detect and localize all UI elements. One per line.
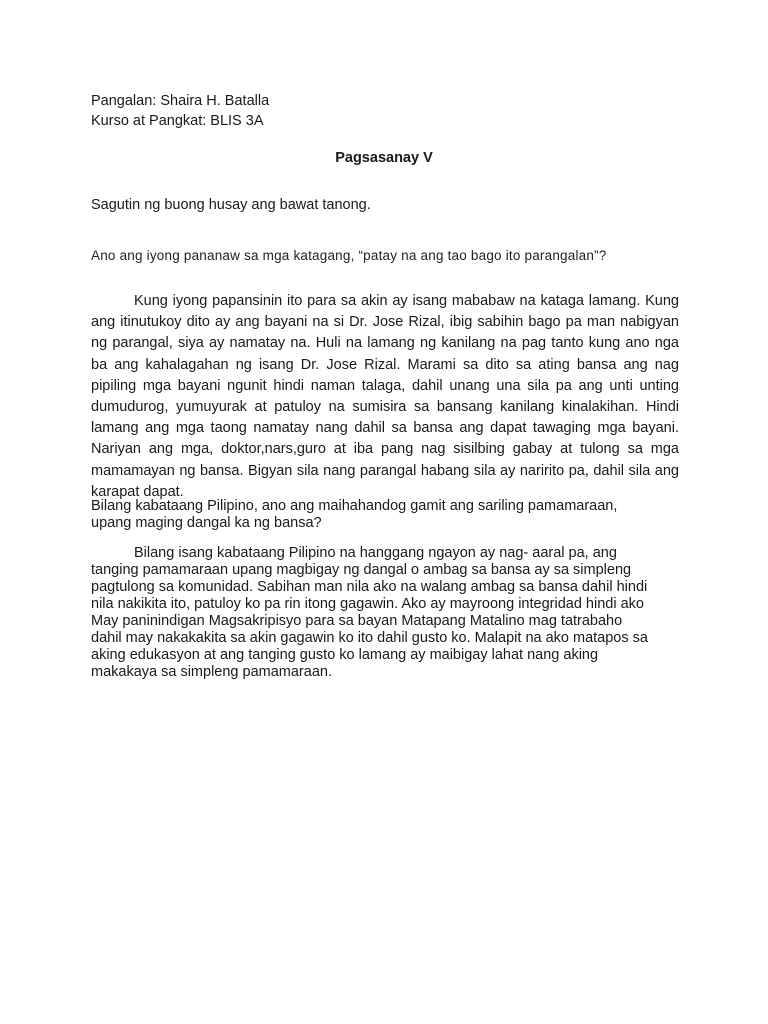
course-section-line: Kurso at Pangkat: BLIS 3A — [91, 113, 264, 129]
answer-2: Bilang isang kabataang Pilipino na hanggang ngayon ay nag- aaral pa, ang tanging pamamaraan upang magbigay ng dangal o ambag sa bansa ay sa simpleng pagtulong sa komunidad. Sabihan man nila ako na walang ambag sa bansa dahil hindi nila nakikita ito, patuloy ko pa rin itong gagawin. Ako ay mayroong integridad hindi ako May paninindigan Magsakripisyo para sa bayan Matapang Matalino mag tatrabaho dahil may nakakakita sa akin gagawin ko ito dahil gusto ko. Malapit na ako matapos sa aking edukasyon at ang tanging gusto ko lamang ay maibigay lahat nang aking makakaya sa simpleng pamamaraan. — [91, 545, 648, 680]
question-2: Bilang kabataang Pilipino, ano ang maihahandog gamit ang sariling pamamaraan, upang maging dangal ka ng bansa? — [91, 498, 618, 531]
document-title: Pagsasanay V — [335, 150, 433, 166]
answer-1: Kung iyong papansinin ito para sa akin ay isang mababaw na kataga lamang. Kung ang itinutukoy dito ay ang bayani na si Dr. Jose Rizal, ibig sabihin bago pa man nabigyan ng parangal, siya ay namatay na. Huli na lamang ng kanilang na pag tanto kung ano nga ba ang kahalagahan ng isang Dr. Jose Rizal. Marami sa dito sa ating bansa ang nag pipiling mga bayani ngunit hindi naman talaga, dahil unang una sila pa ang unti unting dumudurog, yumuyurak at patuloy na sumisira sa bansang kanilang kinalakihan. Hindi lamang ang mga taong namatay nang dahil sa bansa ang dapat tawaging mga bayani. Nariyan ang mga, doktor,nars,guro at iba pang nag sisilbing gabay at tulong sa mga mamamayan ng bansa. Bigyan sila nang parangal habang sila ay naririto pa, dahil sila ang karapat dapat. — [91, 293, 679, 500]
student-name-line: Pangalan: Shaira H. Batalla — [91, 93, 270, 109]
question-1: Ano ang iyong pananaw sa mga katagang, “patay na ang tao bago ito parangalan”? — [91, 248, 607, 263]
instruction-text: Sagutin ng buong husay ang bawat tanong. — [91, 197, 371, 213]
